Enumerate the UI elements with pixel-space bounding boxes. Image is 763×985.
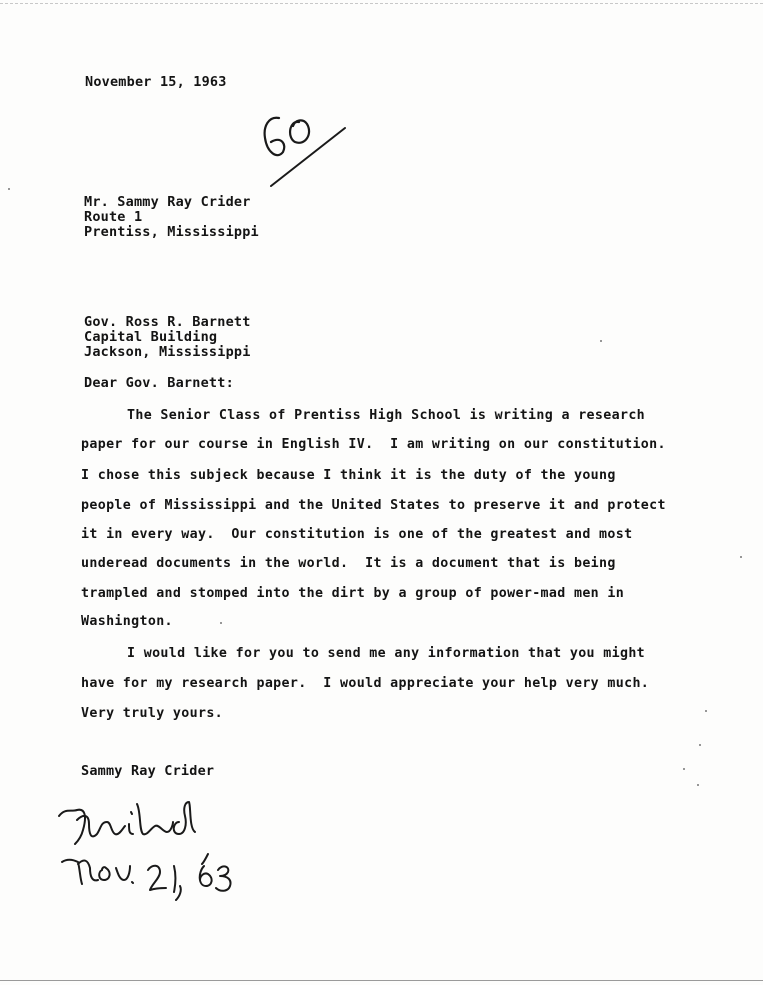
top-edge-dashes: [0, 3, 763, 4]
paragraph-line: underead documents in the world. It is a document that is being: [81, 556, 616, 571]
paragraph-line: have for my research paper. I would appreciate your help very much.: [81, 676, 650, 691]
handwritten-top-mark: [255, 112, 355, 192]
paragraph-line: it in every way. Our constitution is one of the greatest and most: [81, 527, 633, 542]
bottom-edge-line: [0, 980, 763, 981]
paragraph-line: I chose this subjeck because I think it is the duty of the young: [81, 468, 616, 483]
handwritten-mailed-note: [55, 800, 205, 855]
handwritten-mailed-date: [58, 850, 248, 905]
sender-city: Prentiss, Mississippi: [84, 224, 259, 240]
recipient-name: Gov. Ross R. Barnett: [84, 314, 251, 330]
ink-speck: [699, 744, 701, 746]
ink-speck: [8, 188, 10, 190]
paragraph-line: The Senior Class of Prentiss High School is writing a research: [127, 408, 646, 423]
recipient-city: Jackson, Mississippi: [84, 344, 251, 360]
closing: Very truly yours.: [81, 706, 224, 721]
paragraph-line: paper for our course in English IV. I am writing on our constitution.: [81, 437, 666, 452]
typed-signature: Sammy Ray Crider: [81, 763, 215, 779]
ink-speck: [683, 768, 685, 770]
sender-name: Mr. Sammy Ray Crider: [84, 194, 251, 210]
ink-speck: [697, 784, 699, 786]
ink-speck: [220, 622, 222, 624]
ink-speck: [740, 556, 742, 558]
letter-date: November 15, 1963: [85, 74, 227, 90]
paragraph-line: trampled and stomped into the dirt by a group of power-mad men in: [81, 586, 625, 601]
paragraph-line: Washington.: [81, 614, 173, 629]
ink-speck: [705, 710, 707, 712]
paragraph-line: I would like for you to send me any information that you might: [127, 646, 646, 661]
recipient-building: Capital Building: [84, 329, 218, 345]
ink-speck: [600, 340, 602, 342]
salutation: Dear Gov. Barnett:: [84, 375, 234, 391]
sender-street: Route 1: [84, 209, 143, 225]
paragraph-line: people of Mississippi and the United States to preserve it and protect: [81, 498, 666, 513]
